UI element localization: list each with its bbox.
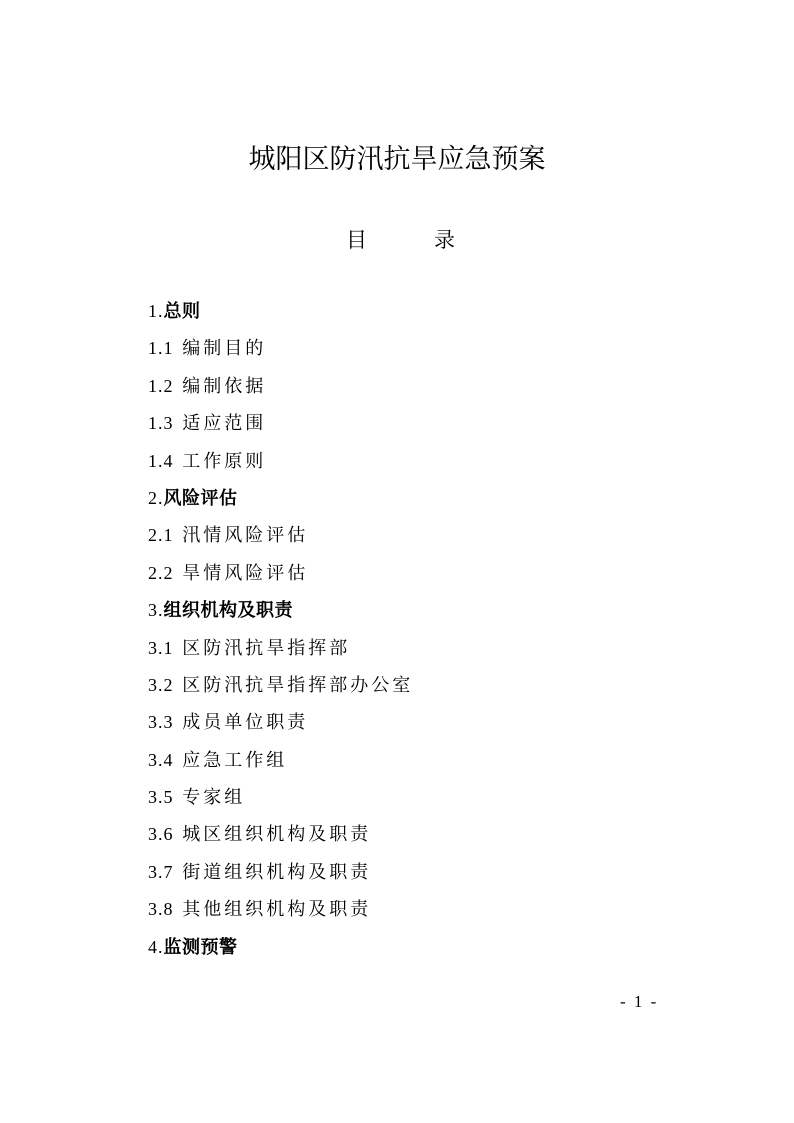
toc-entry-number: 2.2 — [148, 562, 174, 583]
toc-entry-number: 3.6 — [148, 824, 174, 845]
toc-entry-text: 编制目的 — [182, 338, 267, 360]
toc-entry[interactable] — [148, 704, 708, 741]
toc-entry-number: 2.1 — [148, 525, 174, 546]
toc-entry-number: 3.2 — [148, 674, 174, 695]
toc-entry-number: 3.4 — [148, 749, 174, 770]
toc-entry-text: 城区组织机构及职责 — [182, 824, 372, 846]
toc-entry-text: 街道组织机构及职责 — [182, 861, 372, 883]
toc-entry-number: 3.1 — [148, 637, 174, 658]
toc-entry[interactable] — [148, 630, 708, 667]
toc-entry-text: 编制依据 — [182, 375, 267, 397]
toc-heading — [0, 222, 794, 258]
toc-entry-number: 1.4 — [148, 450, 174, 471]
toc-entry-number: 3.5 — [148, 787, 174, 808]
toc-entry-number: 3.3 — [148, 712, 174, 733]
toc-entry[interactable] — [148, 443, 708, 480]
toc-entry-text: 组织机构及职责 — [163, 600, 293, 622]
toc-entry[interactable] — [148, 929, 708, 966]
toc-entry[interactable] — [148, 293, 708, 330]
toc-entry[interactable] — [148, 368, 708, 405]
toc-entry-text: 其他组织机构及职责 — [182, 899, 372, 921]
toc-entry-text: 区防汛抗旱指挥部 — [182, 637, 351, 659]
toc-entry[interactable] — [148, 891, 708, 928]
toc-entry[interactable] — [148, 555, 708, 592]
toc-entry-number: 2. — [148, 487, 164, 508]
toc-entry-text: 适应范围 — [182, 413, 267, 435]
document-title: 城阳区防汛抗旱应急预案 — [248, 144, 546, 175]
toc-entry-number: 1. — [148, 301, 164, 321]
toc-heading-char-2: 录 — [434, 228, 455, 252]
toc-entry[interactable] — [148, 742, 708, 779]
toc-entry-number: 1.1 — [148, 338, 174, 359]
toc-entry-text: 成员单位职责 — [182, 712, 309, 734]
toc-entry-text: 汛情风险评估 — [182, 525, 309, 547]
toc-entry-text: 应急工作组 — [182, 749, 288, 771]
toc-entry[interactable] — [148, 816, 708, 853]
toc-entry-text: 工作原则 — [182, 450, 267, 472]
toc-entry-text: 总则 — [163, 301, 201, 322]
toc-entry[interactable] — [148, 330, 708, 367]
toc-entry-text: 区防汛抗旱指挥部办公室 — [182, 674, 414, 696]
toc-entry-text: 旱情风险评估 — [182, 562, 309, 584]
toc-entry-number: 1.3 — [148, 413, 174, 434]
table-of-contents — [148, 293, 708, 966]
toc-entry-text: 专家组 — [182, 787, 246, 809]
toc-heading-char-1: 目 — [346, 228, 367, 252]
toc-entry-number: 3.7 — [148, 861, 174, 882]
page-number: - 1 - — [620, 992, 659, 1011]
toc-entry[interactable] — [148, 854, 708, 891]
toc-entry[interactable] — [148, 779, 708, 816]
toc-entry[interactable] — [148, 667, 708, 704]
toc-entry[interactable] — [148, 517, 708, 554]
toc-entry[interactable] — [148, 480, 708, 517]
toc-entry-number: 3. — [148, 600, 164, 621]
toc-entry-text: 监测预警 — [163, 936, 238, 958]
toc-entry[interactable] — [148, 592, 708, 629]
toc-entry[interactable] — [148, 405, 708, 442]
toc-entry-text: 风险评估 — [163, 487, 238, 509]
toc-entry-number: 1.2 — [148, 375, 174, 396]
toc-entry-number: 3.8 — [148, 899, 174, 920]
toc-entry-number: 4. — [148, 936, 164, 957]
